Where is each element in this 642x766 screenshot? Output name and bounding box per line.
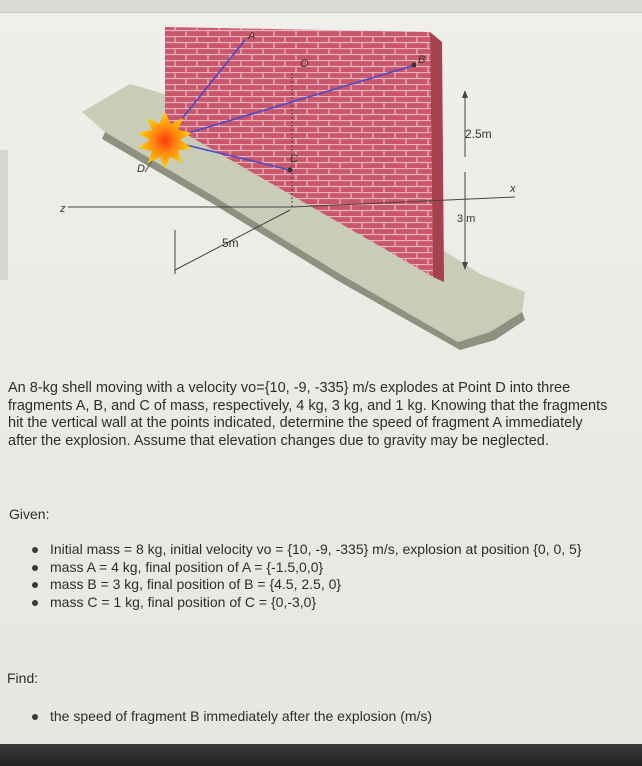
dim-2-5m: 2.5m	[465, 127, 492, 141]
given-item: mass A = 4 kg, final position of A = {-1.5,0,0}	[30, 559, 620, 577]
left-edge-strip	[0, 150, 8, 280]
bottom-bar	[0, 744, 642, 766]
given-item: mass C = 1 kg, final position of C = {0,-3,0}	[30, 594, 620, 612]
label-o: O	[300, 58, 309, 70]
given-label: Given:	[9, 506, 50, 522]
given-item: mass B = 3 kg, final position of B = {4.5, 2.5, 0}	[30, 576, 620, 594]
label-z: z	[60, 203, 66, 215]
label-c: C	[290, 153, 298, 165]
dim-arrow-top	[462, 90, 468, 98]
find-list	[30, 708, 620, 725]
label-d: D	[137, 163, 145, 175]
problem-statement: An 8-kg shell moving with a velocity vo={10, -9, -335} m/s explodes at Point D into three fragments A, B, and C of mass, respectively, 4 kg, 3 kg, and 1 kg. Knowing that the fragments hit the vertical wall at the points indicated, determine the speed of fragment A immediately after the explosion. Assume that elevation changes due to gravity may be neglected.	[8, 380, 608, 449]
find-item: the speed of fragment B immediately after the explosion (m/s)	[30, 708, 620, 725]
point-b-marker	[412, 63, 417, 68]
given-list	[30, 541, 620, 611]
dim-5m: 5m	[222, 236, 239, 250]
point-c-marker	[288, 168, 293, 173]
problem-figure	[10, 12, 635, 367]
find-label: Find:	[7, 670, 39, 686]
label-x: x	[510, 183, 516, 195]
dim-3m: 3 m	[457, 213, 476, 225]
label-b: B	[418, 54, 426, 66]
label-a: A	[248, 30, 256, 42]
given-item: Initial mass = 8 kg, initial velocity vo = {10, -9, -335} m/s, explosion at position {0, 0, 5}	[30, 541, 620, 559]
